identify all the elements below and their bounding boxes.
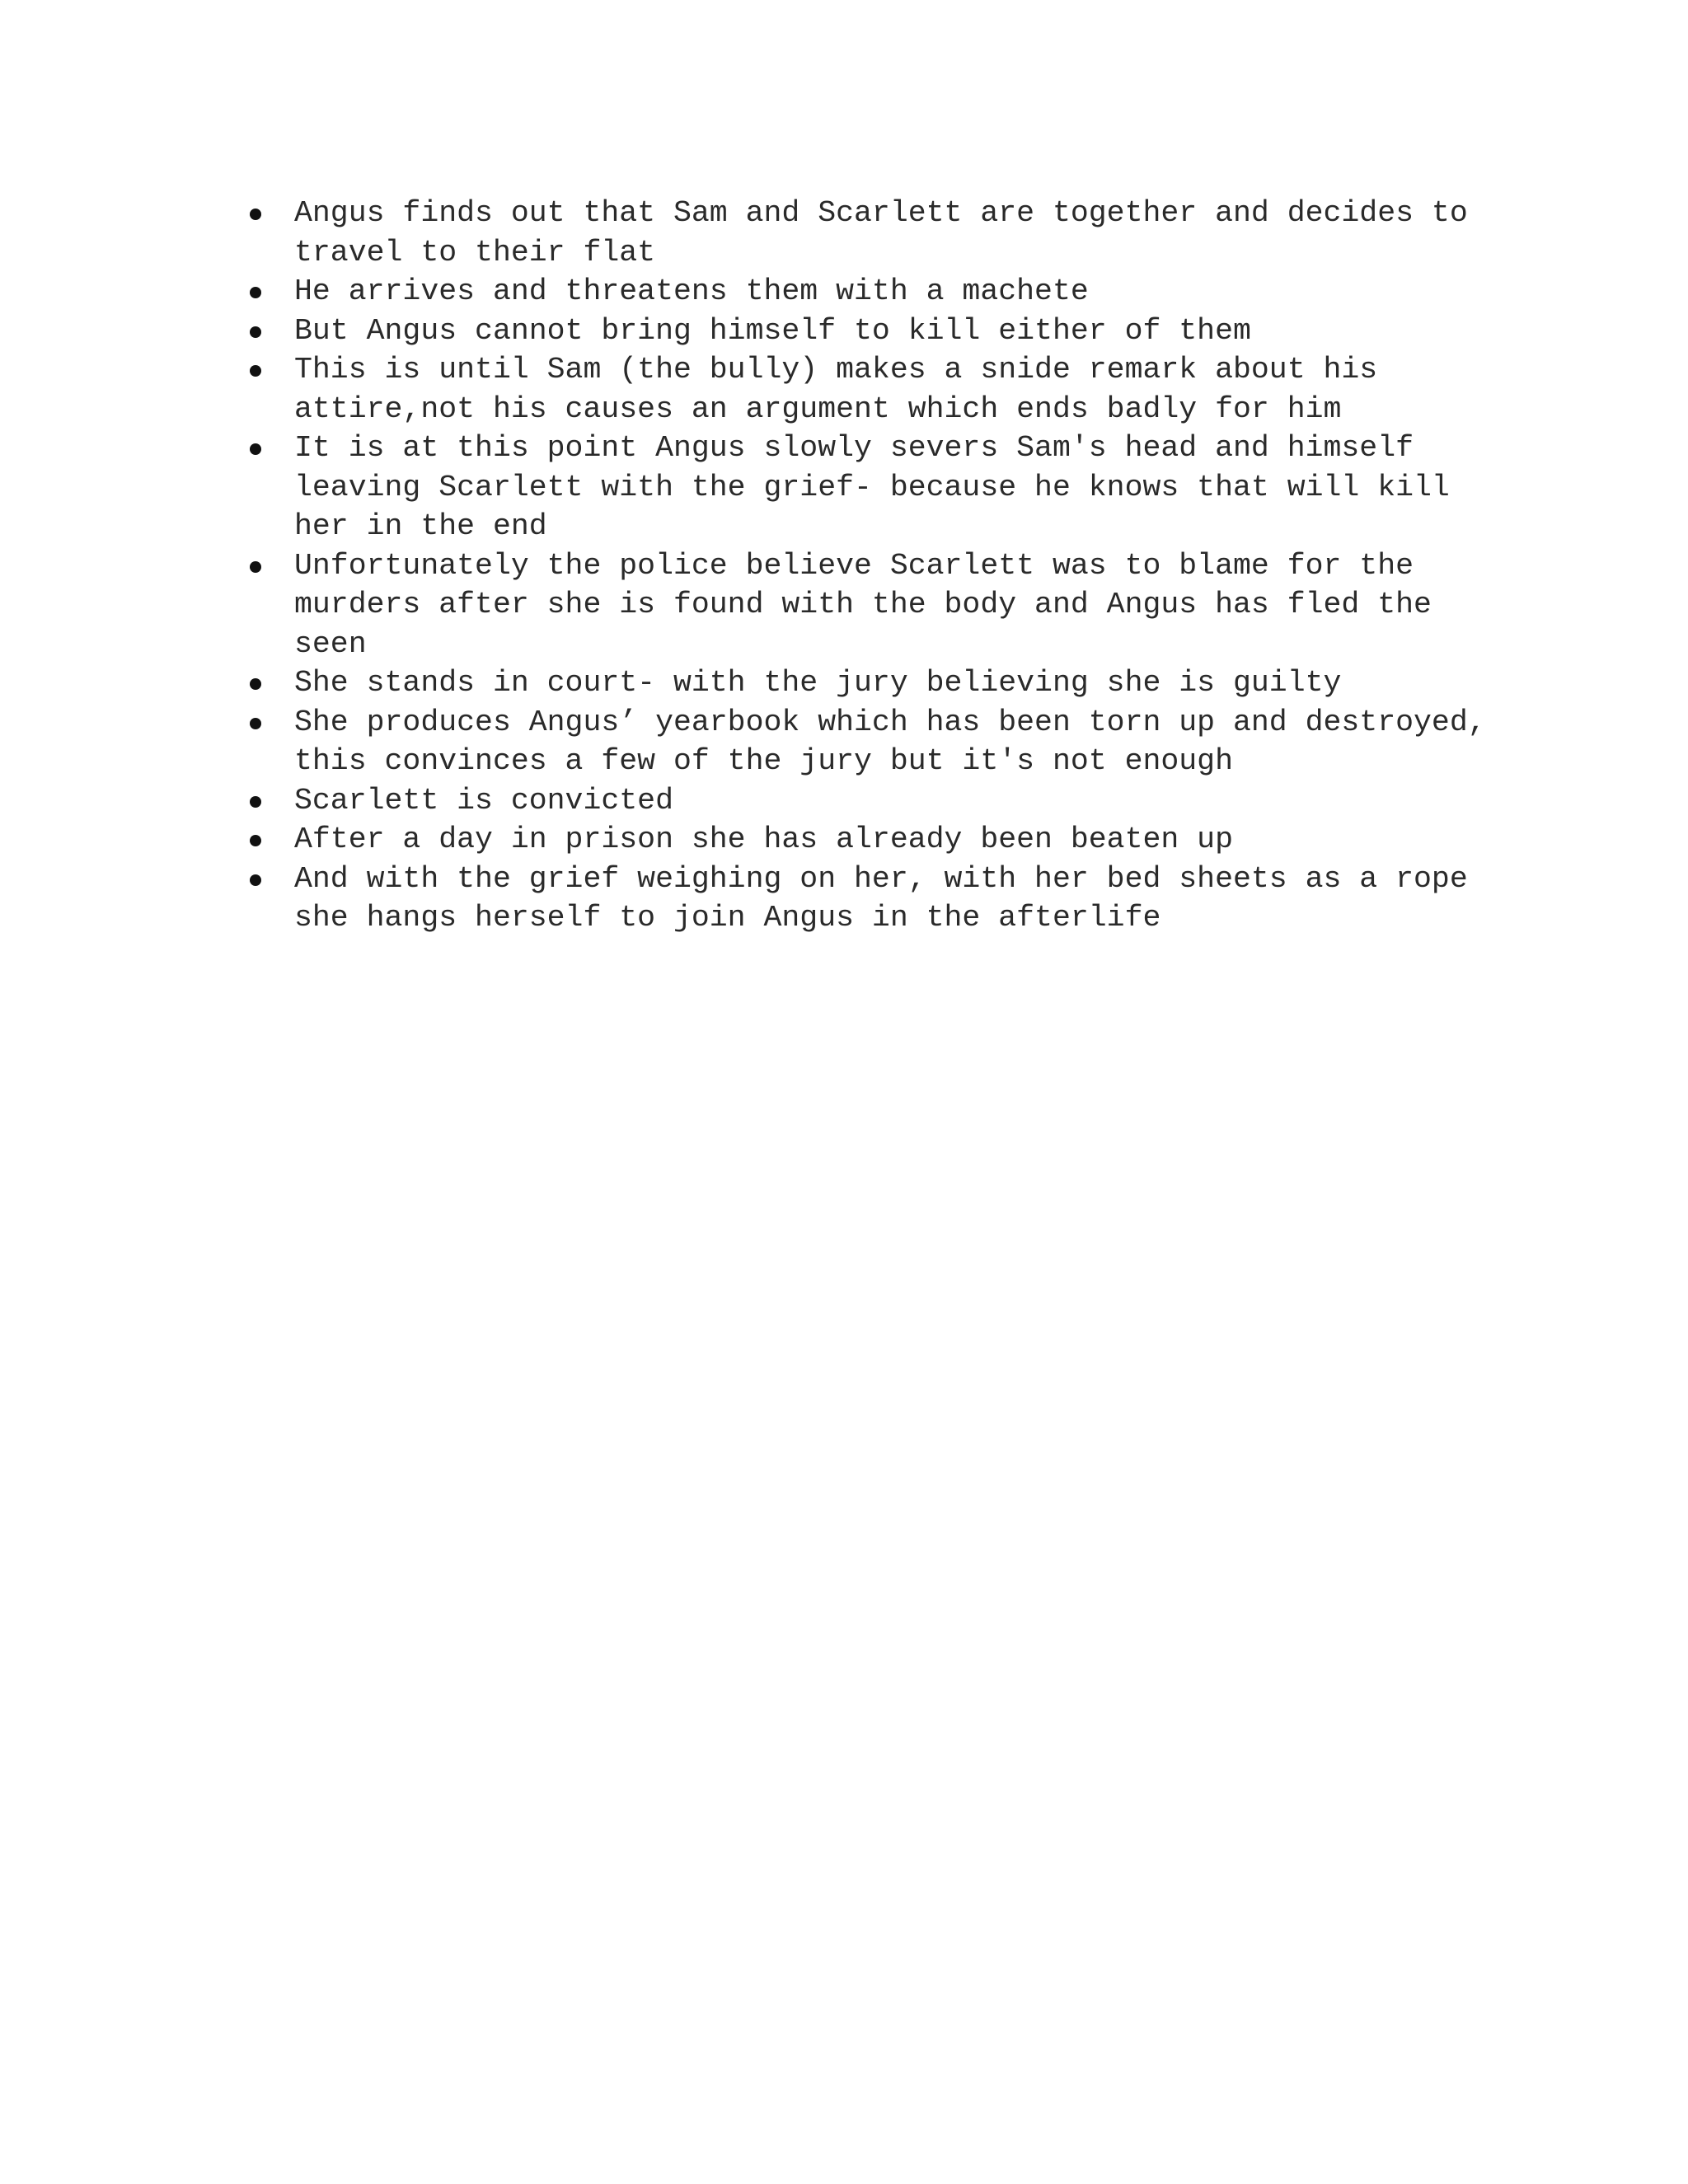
bullet-icon	[250, 326, 261, 338]
list-item	[247, 820, 1500, 860]
bullet-icon	[250, 678, 261, 690]
bullet-icon	[250, 561, 261, 573]
list-item	[247, 350, 1500, 429]
list-item-text: She produces Angus’ yearbook which has been torn up and destroyed, this convinces a few of the jury but it's not enough	[294, 705, 1486, 778]
bullet-icon	[250, 365, 261, 377]
list-item-text: But Angus cannot bring himself to kill either of them	[294, 313, 1251, 348]
list-item-text: After a day in prison she has already been beaten up	[294, 823, 1233, 856]
list-item-text: Unfortunately the police believe Scarlett was to blame for the murders after she is found with the body and Angus has fled the seen	[294, 548, 1432, 661]
list-item	[247, 860, 1500, 938]
list-item-text: It is at this point Angus slowly severs Sam's head and himself leaving Scarlett with the grief- because he knows that will kill her in the end	[294, 431, 1450, 543]
list-item	[247, 429, 1500, 546]
bullet-icon	[250, 209, 261, 220]
bullet-icon	[250, 287, 261, 298]
list-item	[247, 663, 1500, 703]
bullet-icon	[250, 835, 261, 846]
bullet-icon	[250, 443, 261, 455]
list-item-text: She stands in court- with the jury believing she is guilty	[294, 666, 1342, 700]
list-item	[247, 781, 1500, 821]
list-item	[247, 546, 1500, 664]
list-item	[247, 703, 1500, 781]
bullet-icon	[250, 718, 261, 729]
list-item-text: He arrives and threatens them with a machete	[294, 274, 1089, 308]
bullet-icon	[250, 796, 261, 808]
bullet-list	[247, 194, 1500, 938]
list-item	[247, 272, 1500, 312]
list-item-text: Scarlett is convicted	[294, 783, 673, 818]
list-item-text: Angus finds out that Sam and Scarlett are together and decides to travel to their flat	[294, 196, 1468, 269]
bullet-icon	[250, 874, 261, 886]
list-item-text: And with the grief weighing on her, with her bed sheets as a rope she hangs herself to join Angus in the afterlife	[294, 861, 1468, 935]
list-item-text: This is until Sam (the bully) makes a snide remark about his attire,not his causes an argument which ends badly for him	[294, 353, 1378, 426]
list-item	[247, 312, 1500, 351]
list-item	[247, 194, 1500, 272]
